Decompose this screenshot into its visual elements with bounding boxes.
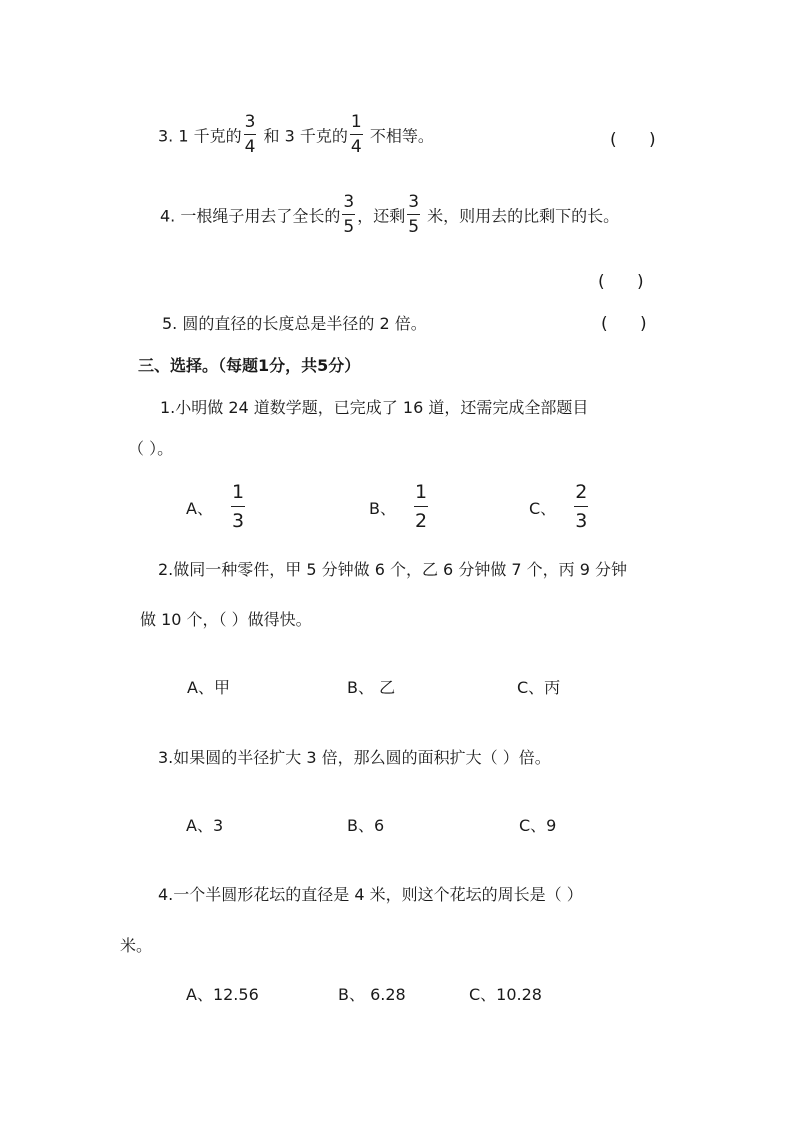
q4-mid: ，还剩 (357, 206, 406, 226)
section-3-title: 三、选择。（每题1分，共5分） (138, 356, 361, 375)
choice-q2-option-a[interactable]: A、甲 (187, 678, 230, 697)
choice-q2-option-c[interactable]: C、丙 (517, 678, 561, 697)
judgement-q5: 5. 圆的直径的长度总是半径的 2 倍。 (162, 314, 427, 333)
choice-q3-option-a[interactable]: A、3 (186, 816, 224, 835)
q3-prefix: 3. 1 千克的 (158, 126, 242, 146)
choice-q4-option-a[interactable]: A、12.56 (186, 985, 259, 1004)
q3-answer-blank[interactable]: ( ) (610, 130, 656, 150)
judgement-q4 (160, 192, 620, 238)
choice-q3-option-b[interactable]: B、6 (347, 816, 385, 835)
choice-q1-line2[interactable]: （ ）。 (128, 439, 174, 458)
choice-q3-option-c[interactable]: C、9 (519, 816, 557, 835)
q3-suffix: 不相等。 (364, 126, 434, 146)
option-label: C、 (529, 499, 557, 518)
choice-q2-line2[interactable]: 做 10 个，（ ）做得快。 (140, 610, 312, 629)
choice-q4-line1[interactable]: 4.一个半圆形花坛的直径是 4 米，则这个花坛的周长是（ ） (158, 885, 583, 904)
choice-q2-line1: 2.做同一种零件，甲 5 分钟做 6 个，乙 6 分钟做 7 个，丙 9 分钟 (158, 560, 628, 579)
choice-q2-option-b[interactable]: B、 乙 (347, 678, 396, 697)
q4-fraction-2: $\frac{3}{5}$ (408, 192, 420, 237)
option-label: B、 (369, 499, 396, 518)
choice-q1-line1: 1.小明做 24 道数学题，已完成了 16 道，还需完成全部题目 (160, 398, 589, 417)
q4-suffix: 米，则用去的比剩下的长。 (422, 206, 620, 226)
q4-fraction-1: $\frac{3}{5}$ (343, 192, 355, 237)
option-fraction: $\frac{1}{2}$ (414, 481, 428, 532)
choice-q3-line1[interactable]: 3.如果圆的半径扩大 3 倍，那么圆的面积扩大（ ）倍。 (158, 748, 551, 767)
q3-fraction-1: $\frac{3}{4}$ (244, 112, 256, 157)
choice-q1-option-b[interactable] (369, 481, 430, 533)
q4-prefix: 4. 一根绳子用去了全长的 (160, 206, 341, 226)
choice-q4-option-b[interactable]: B、 6.28 (338, 985, 406, 1004)
option-label: A、 (186, 499, 213, 518)
choice-q4-option-c[interactable]: C、10.28 (469, 985, 542, 1004)
q5-answer-blank[interactable]: ( ) (601, 314, 647, 334)
option-fraction: $\frac{2}{3}$ (575, 481, 588, 532)
choice-q4-line2: 米。 (120, 936, 153, 955)
q3-fraction-2: $\frac{1}{4}$ (350, 112, 362, 157)
option-fraction: $\frac{1}{3}$ (231, 481, 245, 532)
choice-q1-option-a[interactable] (186, 481, 247, 533)
q4-answer-blank[interactable]: ( ) (598, 272, 644, 292)
judgement-q3 (158, 112, 434, 158)
choice-q1-option-c[interactable] (529, 481, 590, 533)
q3-mid: 和 3 千克的 (258, 126, 348, 146)
